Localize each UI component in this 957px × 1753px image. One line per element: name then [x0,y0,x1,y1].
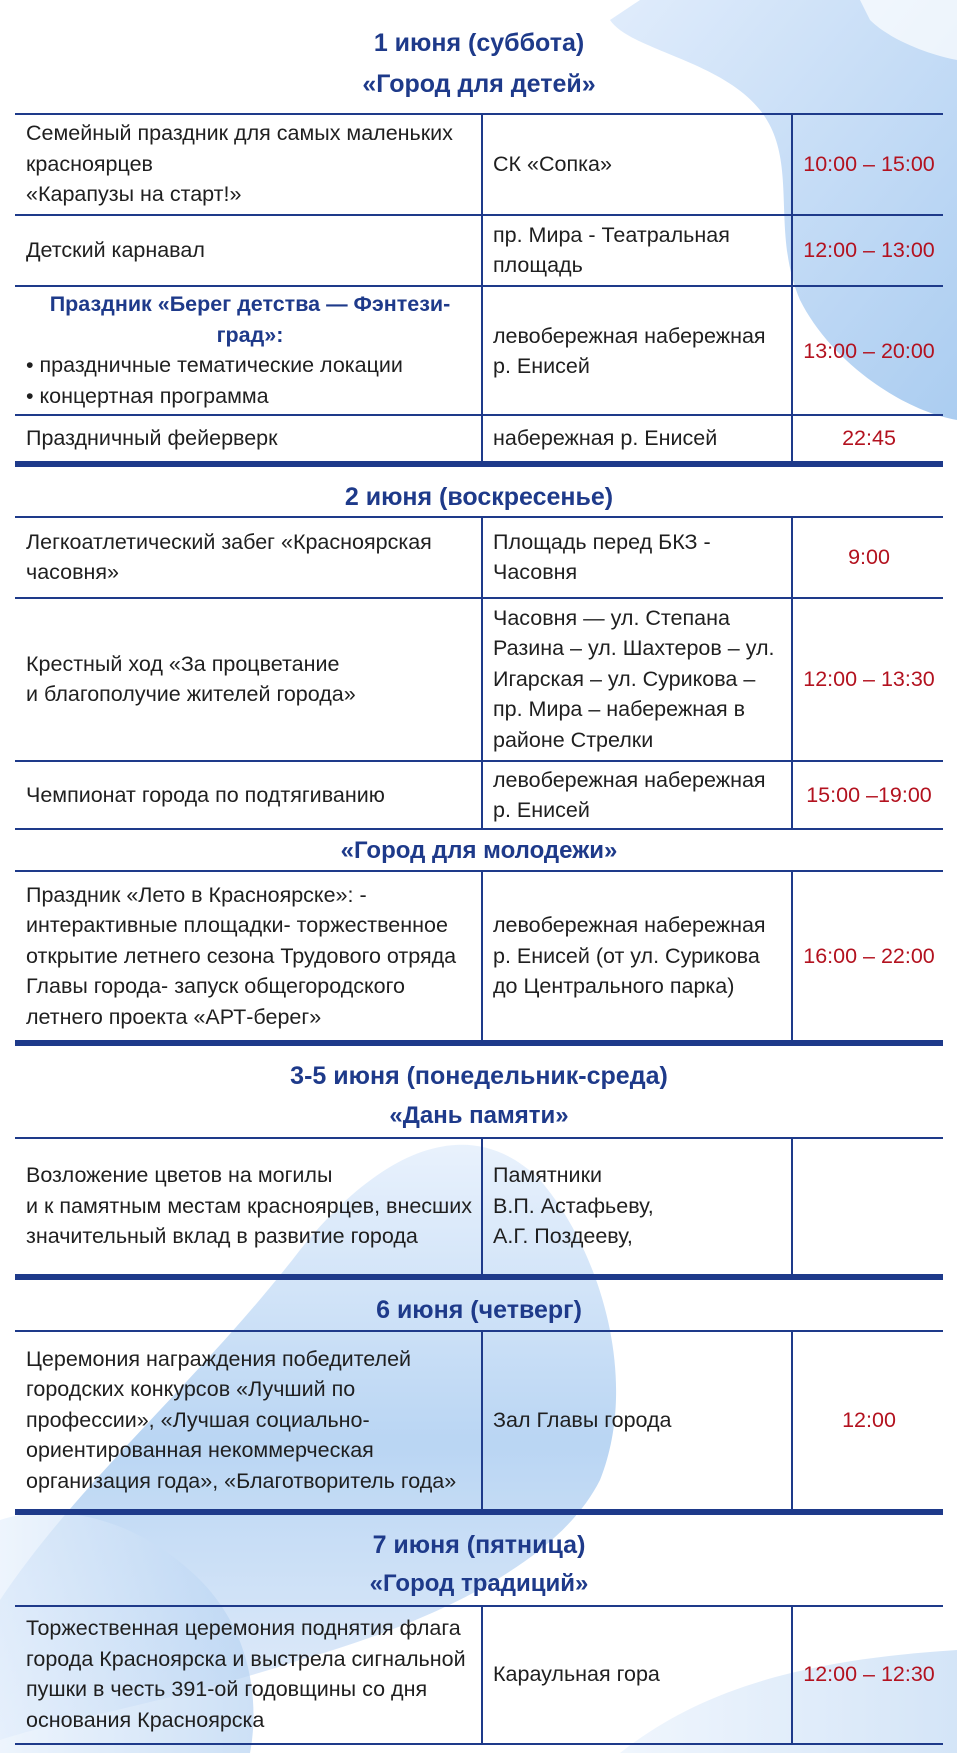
event-title: Праздник «Берег детства — Фэнтези-град»: [49,292,451,347]
table-row-event: Чемпионат города по подтягиванию [26,782,385,807]
table-rule [15,1743,943,1745]
table-row-time: 12:00 [842,1407,896,1432]
column-divider [791,1605,793,1744]
section-date-jun1: 1 июня (суббота) [373,29,585,57]
table-row-event: Детский карнавал [26,237,205,262]
table-row-time: 12:00 – 13:30 [803,666,935,691]
table-row-time: 22:45 [842,425,896,450]
table-row-time: 13:00 – 20:00 [803,338,935,363]
table-row-time [795,1139,943,1273]
section-theme-jun7: «Город традиций» [369,1570,589,1597]
table-row-time: 15:00 –19:00 [806,782,932,807]
table-row-time: 12:00 – 13:00 [803,237,935,262]
column-divider [791,870,793,1042]
table-row-time: 16:00 – 22:00 [803,943,935,968]
section-theme-jun1: «Город для детей» [362,70,596,98]
table-row-place: Площадь перед БКЗ - Часовня [493,529,711,584]
column-divider [481,113,483,462]
list-item: • праздничные тематические локации [26,353,403,377]
table-row-time: 10:00 – 15:00 [803,151,935,176]
column-divider [481,870,483,1042]
table-row-event: Торжественная церемония поднятия флага города Красноярска и выстрела сигнальной пушки в честь 391-ой годовщины со дня основания Красноярска [26,1616,466,1732]
table-row-place: левобережная набережная р. Енисей [493,767,766,822]
column-divider [481,516,483,828]
table-row-place: левобережная набережная р. Енисей (от ул. Сурикова до Центрального парка) [493,913,766,999]
table-row-event: Праздник «Лето в Красноярске»: - интерактивные площадки- торжественное открытие летнего сезона Трудового отряда Главы города- запуск общегородского летнего проекта «АРТ-берег» [26,882,457,1029]
section-date-jun2: 2 июня (воскресенье) [344,483,614,511]
table-row-place: Зал Главы города [493,1407,672,1432]
section-theme-jun3-5: «Дань памяти» [389,1102,569,1129]
table-row-time: 9:00 [848,544,890,569]
table-row-event: Легкоатлетический забег «Красноярская часовня» [26,529,432,584]
column-divider [791,516,793,828]
table-rule [15,828,943,830]
table-row-place: СК «Сопка» [493,151,612,176]
section-rule [15,1040,943,1046]
table-row-event: Семейный праздник для самых маленьких красноярцев «Карапузы на старт!» [26,121,453,207]
column-divider [791,113,793,462]
column-divider [481,1137,483,1275]
table-row-event: Возложение цветов на могилы и к памятным местам красноярцев, внесших значительный вклад в развитие города [26,1163,473,1249]
column-divider [791,1137,793,1275]
table-row-place: Памятники В.П. Астафьеву, А.Г. Поздееву, [493,1163,654,1249]
table-row-place: пр. Мира - Театральная площадь [493,222,730,277]
section-date-jun3-5: 3-5 июня (понедельник-среда) [290,1062,668,1090]
table-row-place: набережная р. Енисей [493,425,718,450]
table-row-event: Церемония награждения победителей городских конкурсов «Лучший по профессии», «Лучшая социально-ориентированная некоммерческая организация года», «Благотворитель года» [26,1346,457,1493]
section-date-jun6: 6 июня (четверг) [376,1296,582,1324]
list-item: • концертная программа [26,383,269,408]
section-rule [15,1274,943,1280]
table-row-place: Караульная гора [493,1661,660,1686]
table-row-event: Праздничный фейерверк [26,425,278,450]
column-divider [791,1330,793,1510]
table-row-event: Крестный ход «За процветание и благополучие жителей города» [26,651,356,706]
section-rule [15,1509,943,1515]
table-row-place: левобережная набережная р. Енисей [493,323,766,378]
table-row-event [26,289,474,413]
table-row-time: 12:00 – 12:30 [803,1661,935,1686]
section-date-jun7: 7 июня (пятница) [372,1531,586,1559]
table-row-place: Часовня — ул. Степана Разина – ул. Шахтеров – ул. Игарская – ул. Сурикова – пр. Мира – набережная в районе Стрелки [493,605,775,752]
section-theme-youth: «Город для молодежи» [340,837,618,864]
column-divider [481,1330,483,1510]
section-rule [15,461,943,467]
column-divider [481,1605,483,1744]
